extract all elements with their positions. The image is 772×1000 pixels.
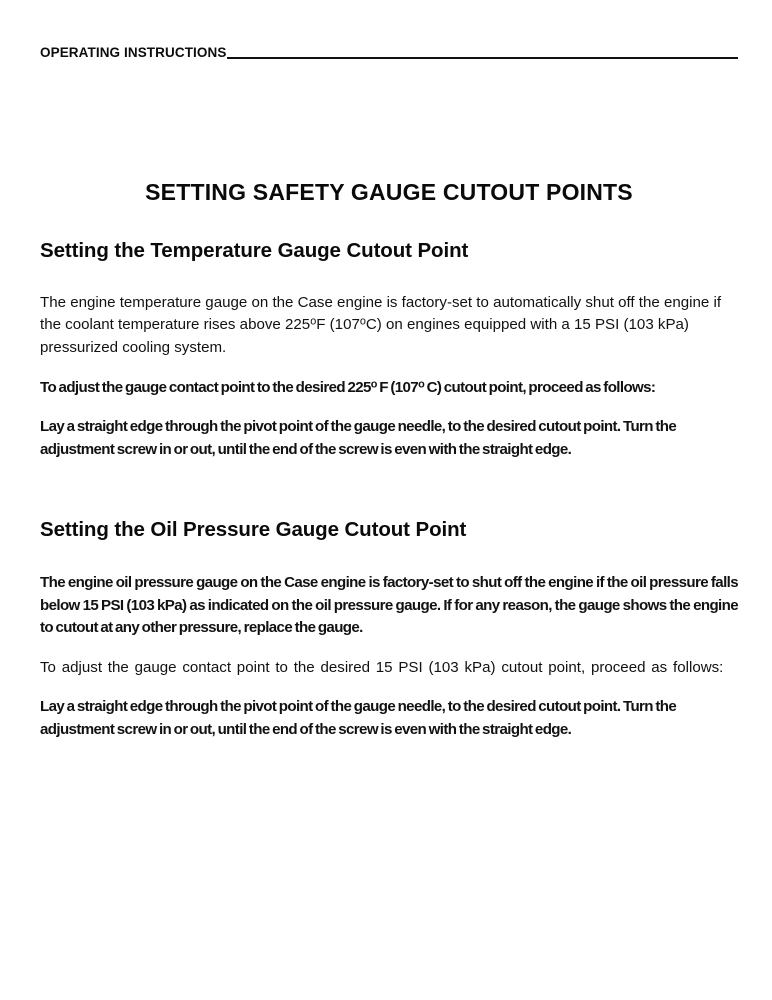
degree-symbol: o xyxy=(418,378,425,391)
degree-symbol: o xyxy=(370,378,377,391)
document-body xyxy=(40,180,738,742)
section-oil-pressure-gauge xyxy=(40,518,738,741)
section-temperature-gauge xyxy=(40,239,738,461)
spacer xyxy=(40,360,738,377)
paragraph-temp-intro: The engine temperature gauge on the Case engine is factory-set to automatically shut off the engine if the coolant temperature rises above 225$^o$F (107$^o$C) on engines equipped with a 15 PSI (103 kPa) pressurized cooling system. xyxy=(40,293,722,357)
spacer xyxy=(40,542,738,572)
spacer xyxy=(40,679,738,696)
header-title: OPERATING INSTRUCTIONS xyxy=(40,44,227,60)
paragraph-temp-procedure: Lay a straight edge through the pivot point of the gauge needle, to the desired cutout point. Turn the adjustment screw in or out, until the end of the screw is even with the straight edge. xyxy=(40,418,677,458)
spacer xyxy=(40,399,738,416)
paragraph-oil-adjust: To adjust the gauge contact point to the desired 15 PSI (103 kPa) cutout point, proceed as follows: xyxy=(40,658,724,676)
degree-symbol: o xyxy=(310,315,317,328)
degree-symbol: o xyxy=(359,315,366,328)
paragraph-oil-intro: The engine oil pressure gauge on the Case engine is factory-set to shut off the engine if the oil pressure falls below 15 PSI (103 kPa) as indicated on the oil pressure gauge. If for any reason, the gauge shows the engine to cutout at any other pressure, replace the gauge. xyxy=(40,573,738,637)
spacer xyxy=(40,640,738,657)
spacer xyxy=(40,461,738,518)
header-rule xyxy=(227,57,738,59)
paragraph-temp-adjust: To adjust the gauge contact point to the desired 225$^o$ F (107$^o$ C) cutout point, proceed as follows: xyxy=(40,378,656,396)
section-heading: Setting the Oil Pressure Gauge Cutout Point xyxy=(40,518,467,542)
page-title: SETTING SAFETY GAUGE CUTOUT POINTS xyxy=(145,179,633,205)
paragraph-oil-procedure: Lay a straight edge through the pivot point of the gauge needle, to the desired cutout point. Turn the adjustment screw in or out, until the end of the screw is even with the straight edge. xyxy=(40,698,677,738)
section-heading: Setting the Temperature Gauge Cutout Point xyxy=(40,239,469,263)
page-header xyxy=(40,36,738,60)
spacer xyxy=(40,205,738,239)
spacer xyxy=(40,263,738,292)
